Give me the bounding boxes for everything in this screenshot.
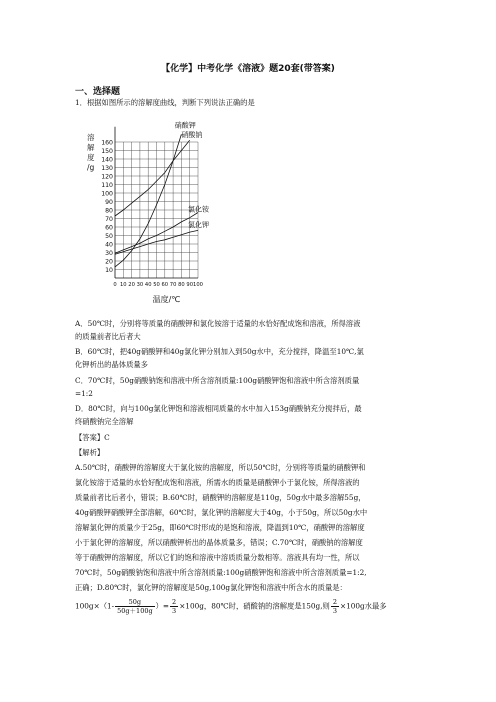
series-label: 氯化铵: [188, 205, 210, 214]
option-a-line1: A．50℃时，分别将等质量的硝酸钾和氯化铵溶于适量的水恰好配成饱和溶液，所得溶液: [75, 319, 361, 328]
analysis-line: 溶解氯化钾的质量少于25g，即60℃时形成的是饱和溶液，降温到10℃，硝酸钾的溶解度: [75, 523, 365, 532]
analysis-line: 质量前者比后者小，错误；B.60℃时，硝酸钾的溶解度是110g，50g水中最多溶解55g，: [75, 493, 366, 502]
fraction-denominator: 3: [172, 607, 177, 615]
formula-tail: ×100g水最多: [339, 601, 387, 611]
fraction-numerator: 50g: [115, 598, 155, 607]
y-tick-label: 10: [105, 266, 113, 274]
series-line-硝酸钠: [115, 140, 190, 216]
page-title: 【化学】中考化学《溶液》题20套(带答案): [161, 64, 335, 74]
question-stem: 1．根据如图所示的溶解度曲线，判断下列说法正确的是: [75, 98, 255, 107]
fraction-numerator: 2: [332, 598, 337, 606]
y-tick-label: 80: [105, 207, 113, 215]
y-tick-label: 50: [105, 232, 113, 240]
series-label: 氯化钾: [188, 221, 210, 229]
section-heading: 一、选择题: [75, 87, 121, 97]
x-tick-label: 20: [128, 282, 135, 288]
y-axis-label: 度: [87, 153, 95, 162]
analysis-line: 正确；D.80℃时，氯化钾的溶解度是50g,100g氯化钾饱和溶液中所含水的质量是：: [75, 583, 347, 592]
x-axis-label: 温度/℃: [152, 295, 181, 304]
fraction-denominator: 3: [332, 607, 337, 615]
analysis-line: 40g硝酸钾硝酸钾全部溶解，60℃时，氯化钾的溶解度大于40g，小于50g，所以50g水中: [75, 508, 368, 517]
analysis-line: 70℃时，50g硝酸钠饱和溶液中所含溶剂质量:100g硝酸钾饱和溶液中所含溶剂质量=1:2,: [75, 568, 367, 577]
y-tick-label: 90: [105, 198, 113, 206]
series-label: 硝酸钾: [174, 121, 196, 130]
fraction-two-thirds-b: [331, 598, 339, 615]
option-d-line2: 终硝酸钠完全溶解: [75, 417, 134, 426]
formula-mid: ）=: [155, 601, 170, 611]
x-tick-label: 50: [153, 282, 160, 288]
y-tick-label: 130: [101, 164, 113, 172]
formula-after: ×100g，80℃时，硝酸钠的溶解度是150g,则: [179, 601, 330, 611]
y-tick-label: 20: [105, 258, 113, 266]
formula-lead: 100g×（1-: [75, 601, 115, 611]
y-axis-label: /g: [87, 163, 95, 172]
x-tick-label: 10: [119, 282, 127, 288]
chart-grid: [115, 142, 198, 278]
y-tick-label: 160: [101, 139, 113, 147]
x-tick-label: 100: [193, 282, 203, 288]
option-b-line1: B．60℃时，把40g硝酸钾和40g氯化钾分别加入到50g水中，充分搅拌，降温至10℃,氯: [75, 347, 364, 356]
y-tick-label: 30: [105, 249, 113, 257]
x-tick-label: 40: [144, 282, 152, 288]
x-tick-label: 90: [186, 282, 194, 288]
solubility-chart: [85, 118, 255, 308]
y-tick-label: 110: [101, 181, 113, 189]
x-tick-label: 80: [178, 282, 185, 288]
analysis-label: 【解析】: [75, 448, 105, 457]
y-tick-label: 70: [105, 215, 113, 223]
analysis-line: 等于硝酸钾的溶解度，所以它们的饱和溶液中溶质质量分数相等。溶液具有均一性，所以: [75, 553, 360, 562]
option-a-line2: 的质量前者比后者大: [75, 332, 141, 341]
fraction-denominator: 50g＋100g: [117, 607, 153, 615]
analysis-line: A.50℃时，硝酸钾的溶解度大于氯化铵的溶解度，所以50℃时，分别将等质量的硝酸钾和: [75, 463, 366, 472]
y-axis-label: 解: [87, 143, 95, 152]
x-tick-label: 0: [113, 282, 117, 288]
formula-line: [75, 598, 387, 615]
fraction-main: [115, 598, 155, 615]
option-c-line2: =1:2: [75, 389, 93, 398]
option-c-line1: C．70℃时，50g硝酸钠饱和溶液中所含溶剂质量:100g硝酸钾饱和溶液中所含溶剂质量: [75, 376, 360, 385]
x-tick-label: 60: [161, 282, 169, 288]
y-tick-label: 60: [105, 224, 113, 232]
series-label: 硝酸钠: [181, 130, 203, 139]
fraction-two-thirds: [170, 598, 178, 615]
analysis-line: 氯化铵溶于适量的水恰好配成饱和溶液，所需水的质量是硝酸钾小于氯化铵，所得溶液的: [75, 478, 360, 487]
fraction-numerator: 2: [172, 598, 177, 606]
analysis-line: 小于氯化钾的溶解度，所以硝酸钾析出的晶体质量多，错误；C.70℃时，硝酸钠的溶解度: [75, 538, 363, 547]
y-tick-label: 150: [101, 147, 113, 155]
chart-series-labels: [175, 121, 210, 229]
answer: 【答案】C: [75, 433, 110, 442]
y-tick-label: 40: [105, 241, 113, 249]
y-axis-label: 溶: [87, 133, 95, 142]
y-tick-label: 140: [101, 156, 113, 164]
option-d-line1: D．80℃时，向与100g氯化钾饱和溶液相同质量的水中加入153g硝酸钠充分搅拌后，最: [75, 404, 362, 413]
y-tick-label: 120: [101, 173, 113, 181]
x-tick-label: 70: [169, 282, 177, 288]
x-tick-label: 30: [136, 282, 144, 288]
option-b-line2: 化钾析出的晶体质量多: [75, 360, 148, 369]
y-tick-label: 100: [101, 190, 113, 198]
